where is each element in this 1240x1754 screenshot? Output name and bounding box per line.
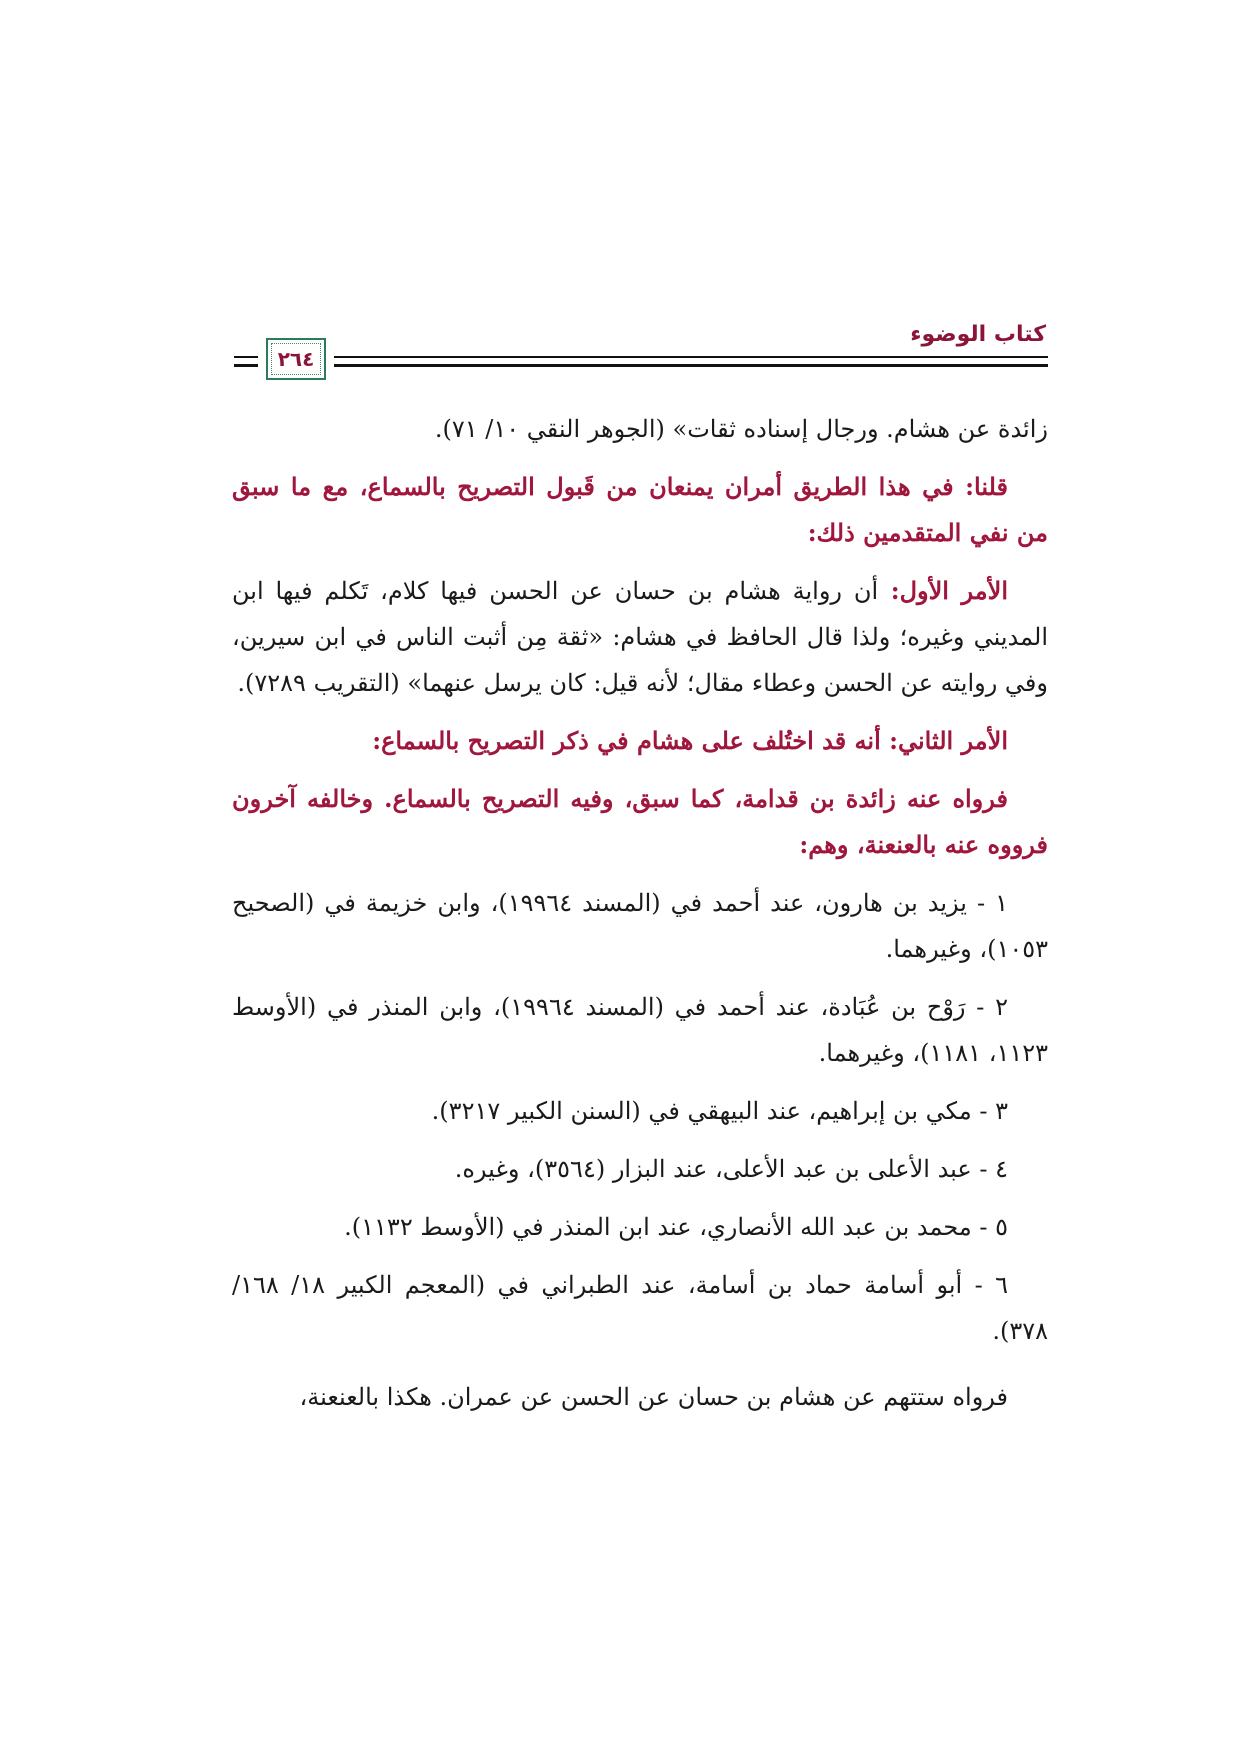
- paragraph-conclusion: فرواه ستتهم عن هشام بن حسان عن الحسن عن عمران. هكذا بالعنعنة،: [299, 1383, 1008, 1411]
- paragraph-first-matter: [232, 568, 1048, 706]
- paragraph-qulna: [232, 464, 1048, 556]
- qulna-label: قلنا:: [953, 472, 1009, 501]
- header-rule-thick: [234, 364, 1048, 367]
- list-item: ٢ - رَوْح بن عُبَادة، عند أحمد في (المسند ١٩٩٦٤)، وابن المنذر في (الأوسط ١١٢٣، ١١٨١)، وغيرهما.: [232, 993, 1048, 1067]
- page-number: ٢٦٤: [277, 347, 315, 371]
- page-number-frame: [266, 338, 326, 380]
- list-item: ٥ - محمد بن عبد الله الأنصاري، عند ابن المنذر في (الأوسط ١١٣٢).: [344, 1213, 1008, 1241]
- page-header: [234, 318, 1048, 384]
- second-matter-label: الأمر الثاني:: [880, 726, 1008, 755]
- paragraph-continuation: زائدة عن هشام. ورجال إسناده ثقات» (الجوهر النقي ١٠/ ٧١).: [434, 415, 1048, 443]
- first-matter-label: الأمر الأول:: [878, 576, 1009, 605]
- paragraph-narrators-intro: فرواه عنه زائدة بن قدامة، كما سبق، وفيه التصريح بالسماع. وخالفه آخرون فرووه عنه بالعنعنة، وهم:: [232, 784, 1048, 859]
- second-matter-text: أنه قد اختُلف على هشام في ذكر التصريح بالسماع:: [372, 726, 881, 755]
- list-item: ٤ - عبد الأعلى بن عبد الأعلى، عند البزار (٣٥٦٤)، وغيره.: [454, 1155, 1008, 1183]
- page-body: [232, 406, 1048, 1432]
- book-title: كتاب الوضوء: [910, 322, 1046, 347]
- list-item: ١ - يزيد بن هارون، عند أحمد في (المسند ١٩٩٦٤)، وابن خزيمة في (الصحيح ١٠٥٣)، وغيرهما.: [232, 889, 1048, 963]
- list-item: ٦ - أبو أسامة حماد بن أسامة، عند الطبراني في (المعجم الكبير ١٨/ ١٦٨/ ٣٧٨).: [232, 1271, 1048, 1345]
- list-item: ٣ - مكي بن إبراهيم، عند البيهقي في (السنن الكبير ٣٢١٧).: [431, 1097, 1008, 1125]
- qulna-text: في هذا الطريق أمران يمنعان من قَبول التصريح بالسماع، مع ما سبق من نفي المتقدمين ذلك:: [232, 472, 1048, 547]
- first-matter-text: أن رواية هشام بن حسان عن الحسن فيها كلام، تَكلم فيها ابن المديني وغيره؛ ولذا قال الحافظ في هشام: «ثقة مِن أثبت الناس في ابن سيرين، وفي روايته عن الحسن وعطاء مقال؛ لأنه قيل: كان يرسل عنهما» (التقريب ٧٢٨٩).: [232, 577, 1048, 697]
- paragraph-second-matter: [232, 718, 1048, 764]
- header-rule-thin: [234, 356, 1048, 358]
